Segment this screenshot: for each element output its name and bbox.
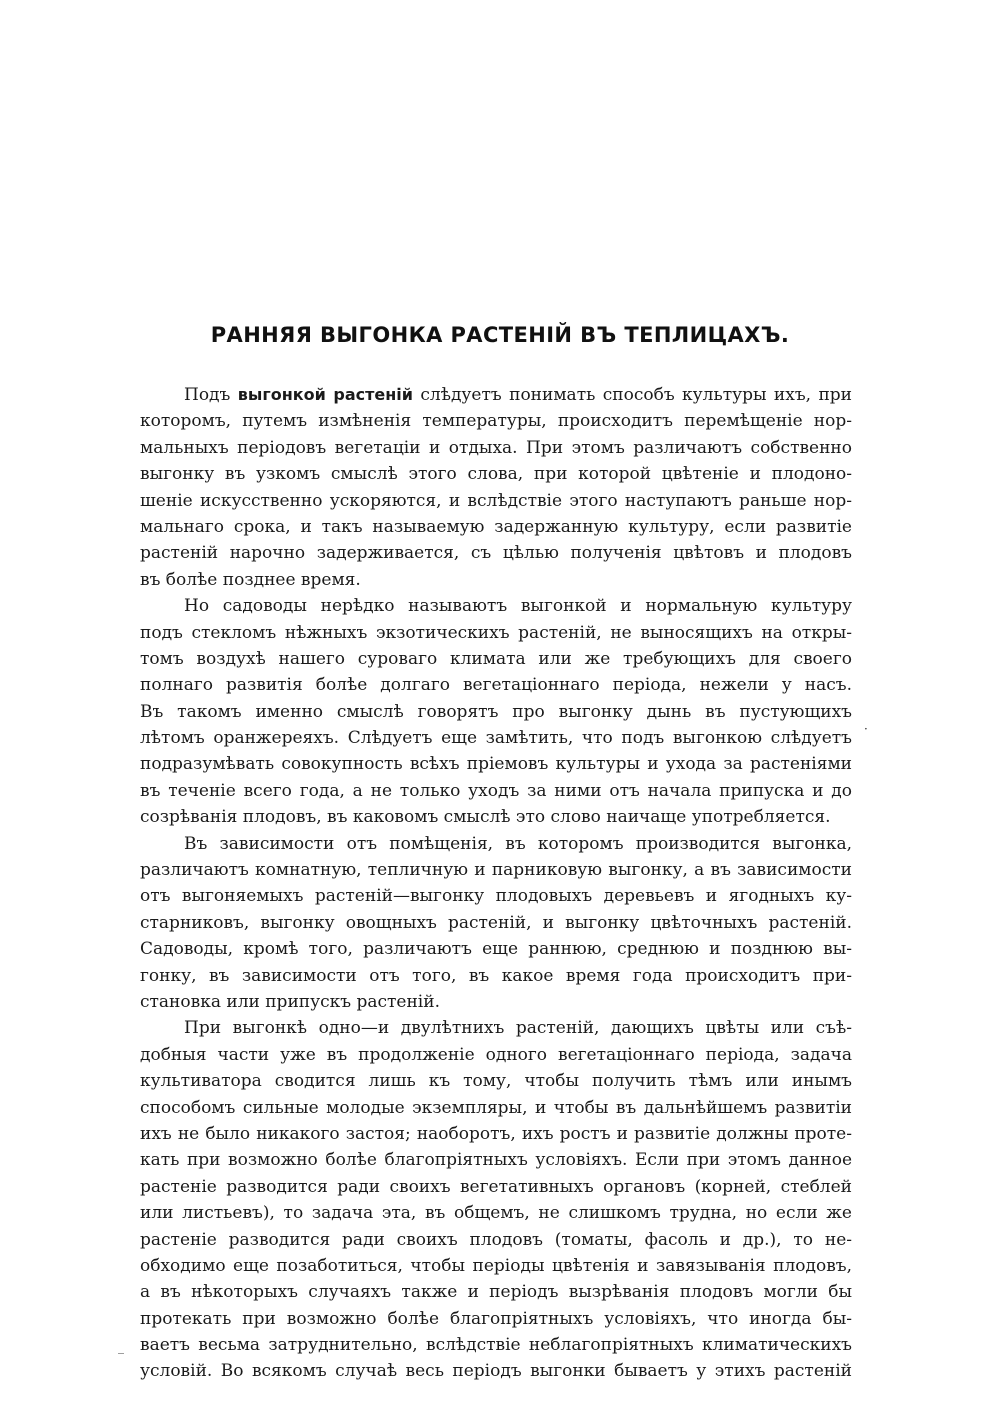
paragraph-1-lead-term: выгонкой растеній bbox=[237, 385, 413, 404]
text-line: Садоводы, кромѣ того, различаютъ еще раннюю, среднюю и позднюю вы- bbox=[140, 939, 852, 960]
text-line: растеніе разводится ради своихъ плодовъ (томаты, фасоль и др.), то не- bbox=[140, 1229, 852, 1250]
text-line: кать при возможно болѣе благопріятныхъ условіяхъ. Если при этомъ данное bbox=[140, 1150, 852, 1171]
scan-dash: _ bbox=[118, 1340, 124, 1354]
text-line: гонку, въ зависимости отъ того, въ какое время года происходитъ при- bbox=[140, 965, 852, 986]
text-line: культиватора сводится лишь къ тому, чтобы получить тѣмъ или инымъ bbox=[140, 1071, 852, 1092]
text-line: подразумѣвать совокупность всѣхъ пріемовъ культуры и ухода за растеніями bbox=[140, 754, 852, 775]
text-line: мальныхъ періодовъ вегетаціи и отдыха. При этомъ различаютъ собственно bbox=[140, 437, 852, 458]
text-line: ихъ не было никакого застоя; наоборотъ, ихъ ростъ и развитіе должны проте- bbox=[140, 1123, 852, 1144]
text-line: растеніе разводится ради своихъ вегетативныхъ органовъ (корней, стеблей bbox=[140, 1176, 852, 1197]
paragraph-1-opening-word: Подъ bbox=[184, 385, 231, 405]
text-line: обходимо еще позаботиться, чтобы періоды цвѣтенія и завязыванія плодовъ, bbox=[140, 1255, 852, 1276]
text-line: растеній нарочно задерживается, съ цѣлью полученія цвѣтовъ и плодовъ bbox=[140, 543, 852, 564]
text-line: отъ выгоняемыхъ растеній—выгонку плодовыхъ деревьевъ и ягодныхъ ку- bbox=[140, 886, 852, 907]
text-line: томъ воздухѣ нашего суроваго климата или же требующихъ для своего bbox=[140, 648, 852, 669]
text-line: При выгонкѣ одно—и двулѣтнихъ растеній, дающихъ цвѣты или съѣ- bbox=[184, 1018, 852, 1039]
text-line: условій. Во всякомъ случаѣ весь періодъ выгонки бываетъ у этихъ растеній bbox=[140, 1361, 852, 1382]
body-text bbox=[140, 382, 852, 1385]
paragraph-1-line-1-rest: слѣдуетъ понимать способъ культуры ихъ, при bbox=[420, 385, 852, 405]
text-line: въ теченіе всего года, а не только уходъ за ними отъ начала припуска и до bbox=[140, 780, 852, 801]
text-line: Въ такомъ именно смыслѣ говорятъ про выгонку дынь въ пустующихъ bbox=[140, 701, 852, 722]
text-line: добныя части уже въ продолженіе одного вегетаціоннаго періода, задача bbox=[140, 1044, 852, 1065]
text-line: старниковъ, выгонку овощныхъ растеній, и выгонку цвѣточныхъ растеній. bbox=[140, 912, 852, 933]
text-line: способомъ сильные молодые экземпляры, и чтобы въ дальнѣйшемъ развитіи bbox=[140, 1097, 852, 1118]
text-line: мальнаго срока, и такъ называемую задержанную культуру, если развитіе bbox=[140, 516, 852, 537]
page-title: РАННЯЯ ВЫГОНКА РАСТЕНІЙ ВЪ ТЕПЛИЦАХЪ. bbox=[210, 323, 790, 347]
text-line: созрѣванія плодовъ, въ каковомъ смыслѣ это слово наичаще употребляется. bbox=[140, 807, 831, 828]
text-line: въ болѣе позднее время. bbox=[140, 569, 361, 590]
text-line: лѣтомъ оранжереяхъ. Слѣдуетъ еще замѣтить, что подъ выгонкою слѣдуетъ bbox=[140, 728, 852, 749]
text-line: а въ нѣкоторыхъ случаяхъ также и періодъ вызрѣванія плодовъ могли бы bbox=[140, 1282, 852, 1303]
text-line: подъ стекломъ нѣжныхъ экзотическихъ растеній, не выносящихъ на откры- bbox=[140, 622, 852, 643]
text-line: различаютъ комнатную, тепличную и парниковую выгонку, а въ зависимости bbox=[140, 860, 852, 881]
text-line: шеніе искусственно ускоряются, и вслѣдствіе этого наступаютъ раньше нор- bbox=[140, 490, 852, 511]
text-line: становка или припускъ растеній. bbox=[140, 991, 440, 1012]
text-line: полнаго развитія болѣе долгаго вегетаціоннаго періода, нежели у насъ. bbox=[140, 675, 852, 696]
scan-speck: · bbox=[864, 722, 868, 736]
text-line: ваетъ весьма затруднительно, вслѣдствіе неблагопріятныхъ климатическихъ bbox=[140, 1335, 852, 1356]
text-line: Въ зависимости отъ помѣщенія, въ которомъ производится выгонка, bbox=[184, 833, 852, 854]
text-line: выгонку въ узкомъ смыслѣ этого слова, при которой цвѣтеніе и плодоно- bbox=[140, 464, 852, 485]
paragraph-1-line-1 bbox=[140, 382, 852, 408]
text-line: или листьевъ), то задача эта, въ общемъ, не слишкомъ трудна, но если же bbox=[140, 1203, 852, 1224]
text-line: протекать при возможно болѣе благопріятныхъ условіяхъ, что иногда бы- bbox=[140, 1308, 852, 1329]
text-line: которомъ, путемъ измѣненія температуры, происходитъ перемѣщеніе нор- bbox=[140, 411, 852, 432]
text-line: Но садоводы нерѣдко называютъ выгонкой и нормальную культуру bbox=[184, 596, 852, 617]
